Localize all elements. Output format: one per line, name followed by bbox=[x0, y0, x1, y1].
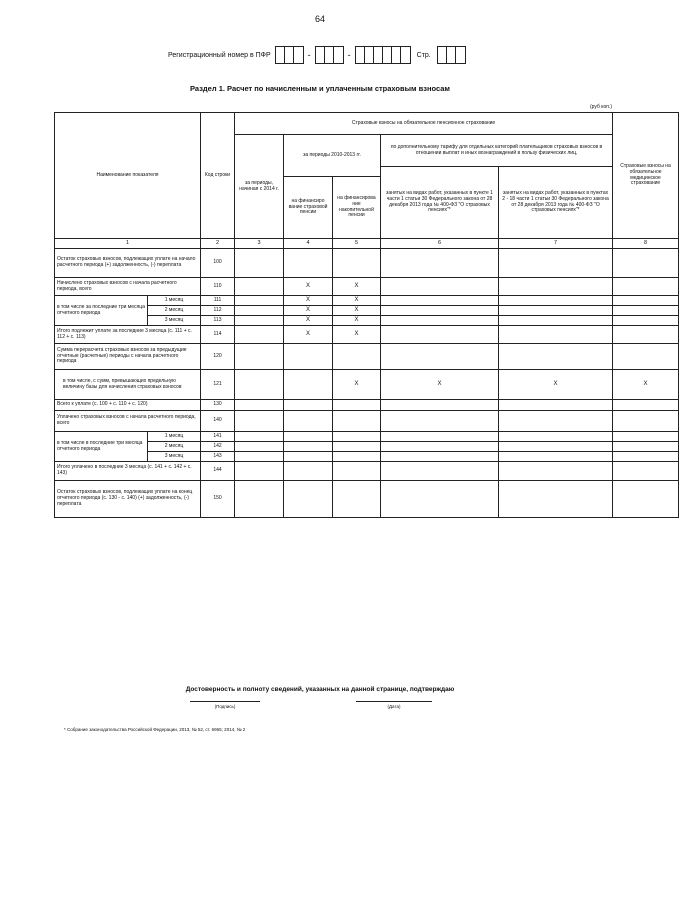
value-cell[interactable] bbox=[235, 326, 284, 344]
value-cell[interactable]: X bbox=[499, 370, 613, 400]
value-cell[interactable] bbox=[381, 249, 499, 278]
value-cell[interactable] bbox=[499, 249, 613, 278]
registration-label: Регистрационный номер в ПФР bbox=[168, 51, 271, 59]
row-label: Остаток страховых взносов, подлежащих уплате на конец отчетного периода (с. 130 - с. 140) (+) задолженность, (-) переплата bbox=[55, 481, 201, 518]
value-cell[interactable] bbox=[381, 411, 499, 432]
column-number: 2 bbox=[201, 239, 235, 249]
footnote: * Собрание законодательства Российской Федерации, 2013, № 52, ст. 6965; 2014, № 2 bbox=[64, 727, 246, 732]
value-cell[interactable] bbox=[613, 278, 679, 296]
signature-caption: (Подпись) bbox=[214, 704, 236, 709]
value-cell[interactable] bbox=[613, 432, 679, 442]
month-label: 1 месяц bbox=[148, 432, 201, 442]
column-number: 3 bbox=[235, 239, 284, 249]
table-row bbox=[55, 370, 679, 400]
page-label: Стр. bbox=[416, 51, 431, 59]
value-cell[interactable] bbox=[284, 370, 333, 400]
reg-number-part2[interactable] bbox=[315, 46, 344, 64]
registration-number-row bbox=[168, 46, 466, 64]
row-label: Итого уплачено в последние 3 месяца (с. 141 + с. 142 + с. 143) bbox=[55, 462, 201, 481]
row-code: 142 bbox=[201, 442, 235, 452]
table-row bbox=[55, 452, 679, 462]
row-label: в том числе, с сумм, превышающих предельную величину базы для начисления страховых взносов bbox=[55, 370, 201, 400]
table-row bbox=[55, 462, 679, 481]
row-code: 112 bbox=[201, 306, 235, 316]
row-code: 141 bbox=[201, 432, 235, 442]
row-code: 100 bbox=[201, 249, 235, 278]
indicator-header: Наименование показателя bbox=[55, 113, 201, 239]
value-cell[interactable] bbox=[235, 316, 284, 326]
periods-2010-2013-header: за периоды 2010-2013 гг. bbox=[284, 135, 381, 177]
value-cell[interactable] bbox=[381, 296, 499, 306]
value-cell[interactable] bbox=[499, 306, 613, 316]
value-cell[interactable] bbox=[613, 296, 679, 306]
row-code: 114 bbox=[201, 326, 235, 344]
value-cell[interactable] bbox=[381, 306, 499, 316]
row-label: Начислено страховых взносов с начала расчетного периода, всего bbox=[55, 278, 201, 296]
value-cell[interactable] bbox=[381, 481, 499, 518]
value-cell[interactable]: X bbox=[613, 370, 679, 400]
row-label: Остаток страховых взносов, подлежащих уплате на начало расчетного периода (+) задолженность, (-) переплата bbox=[55, 249, 201, 278]
value-cell[interactable] bbox=[333, 400, 381, 411]
value-cell[interactable] bbox=[284, 462, 333, 481]
row-code: 150 bbox=[201, 481, 235, 518]
value-cell[interactable] bbox=[333, 442, 381, 452]
reg-number-part1[interactable] bbox=[275, 46, 304, 64]
table-row bbox=[55, 278, 679, 296]
value-cell[interactable]: X bbox=[284, 326, 333, 344]
value-cell[interactable]: X bbox=[381, 370, 499, 400]
value-cell[interactable] bbox=[284, 344, 333, 370]
value-cell[interactable] bbox=[613, 452, 679, 462]
code-header: Код строки bbox=[201, 113, 235, 239]
column-number: 6 bbox=[381, 239, 499, 249]
row-label: Сумма перерасчета страховых взносов за предыдущие отчетные (расчетные) периоды с начала расчетного периода bbox=[55, 344, 201, 370]
value-cell[interactable] bbox=[381, 432, 499, 442]
table-row bbox=[55, 432, 679, 442]
value-cell[interactable] bbox=[381, 326, 499, 344]
value-cell[interactable] bbox=[284, 481, 333, 518]
value-cell[interactable] bbox=[499, 326, 613, 344]
contributions-table bbox=[54, 112, 679, 518]
value-cell[interactable] bbox=[613, 306, 679, 316]
column-number: 1 bbox=[55, 239, 201, 249]
value-cell[interactable] bbox=[235, 296, 284, 306]
value-cell[interactable] bbox=[499, 432, 613, 442]
value-cell[interactable] bbox=[284, 400, 333, 411]
date-caption: (Дата) bbox=[387, 704, 401, 709]
row-code: 110 bbox=[201, 278, 235, 296]
column-number: 4 bbox=[284, 239, 333, 249]
value-cell[interactable] bbox=[499, 462, 613, 481]
row-code: 143 bbox=[201, 452, 235, 462]
funded-part-header: на финансирова ние накопительной пенсии bbox=[333, 177, 381, 239]
value-cell[interactable] bbox=[381, 400, 499, 411]
table-row bbox=[55, 344, 679, 370]
value-cell[interactable] bbox=[381, 462, 499, 481]
row-code: 120 bbox=[201, 344, 235, 370]
value-cell[interactable] bbox=[333, 249, 381, 278]
value-cell[interactable] bbox=[235, 278, 284, 296]
table-row bbox=[55, 249, 679, 278]
value-cell[interactable] bbox=[333, 432, 381, 442]
page-number-cells[interactable] bbox=[437, 46, 466, 64]
value-cell[interactable] bbox=[613, 442, 679, 452]
value-cell[interactable] bbox=[235, 411, 284, 432]
value-cell[interactable] bbox=[235, 306, 284, 316]
value-cell[interactable] bbox=[235, 370, 284, 400]
pension-group-header: Страховые взносы на обязательное пенсионное страхование bbox=[235, 113, 613, 135]
group-label: в том числе за последние три месяца отчетного периода bbox=[55, 296, 148, 326]
value-cell[interactable] bbox=[499, 278, 613, 296]
signature-line[interactable] bbox=[190, 701, 260, 702]
value-cell[interactable]: X bbox=[284, 306, 333, 316]
group-label: в том числе в последние три месяца отчетного периода bbox=[55, 432, 148, 462]
table-row bbox=[55, 481, 679, 518]
value-cell[interactable] bbox=[333, 481, 381, 518]
column-number: 8 bbox=[613, 239, 679, 249]
section-title: Раздел 1. Расчет по начисленным и уплаченным страховым взносам bbox=[190, 84, 450, 93]
month-label: 1 месяц bbox=[148, 296, 201, 306]
value-cell[interactable] bbox=[284, 249, 333, 278]
month-label: 3 месяц bbox=[148, 316, 201, 326]
value-cell[interactable]: X bbox=[333, 370, 381, 400]
value-cell[interactable] bbox=[235, 481, 284, 518]
reg-dash: - bbox=[347, 50, 351, 60]
insurance-part-header: на финансиро вание страховой пенсии bbox=[284, 177, 333, 239]
value-cell[interactable] bbox=[235, 432, 284, 442]
value-cell[interactable] bbox=[381, 442, 499, 452]
table-row bbox=[55, 306, 679, 316]
value-cell[interactable]: X bbox=[284, 296, 333, 306]
value-cell[interactable]: X bbox=[333, 306, 381, 316]
value-cell[interactable] bbox=[499, 316, 613, 326]
value-cell[interactable] bbox=[613, 316, 679, 326]
value-cell[interactable]: X bbox=[284, 316, 333, 326]
row-code: 140 bbox=[201, 411, 235, 432]
value-cell[interactable]: X bbox=[333, 278, 381, 296]
value-cell[interactable] bbox=[613, 481, 679, 518]
value-cell[interactable] bbox=[613, 344, 679, 370]
value-cell[interactable] bbox=[235, 452, 284, 462]
table-row bbox=[55, 316, 679, 326]
table-row bbox=[55, 296, 679, 306]
value-cell[interactable] bbox=[235, 462, 284, 481]
value-cell[interactable] bbox=[499, 411, 613, 432]
row-label: Уплачено страховых взносов с начала расчетного периода, всего bbox=[55, 411, 201, 432]
value-cell[interactable] bbox=[333, 462, 381, 481]
value-cell[interactable] bbox=[499, 481, 613, 518]
value-cell[interactable] bbox=[499, 344, 613, 370]
item1-header: занятых на видах работ, указанных в пункте 1 части 1 статьи 30 Федерального закона от 28 декабря 2013 года № 400-ФЗ "О страховых пенсиях"* bbox=[381, 167, 499, 239]
value-cell[interactable]: X bbox=[284, 278, 333, 296]
row-label: Всего к уплате (с. 100 + с. 110 + с. 120) bbox=[55, 400, 201, 411]
value-cell[interactable] bbox=[613, 411, 679, 432]
reg-number-part3[interactable] bbox=[355, 46, 411, 64]
additional-tariff-header: по дополнительному тарифу для отдельных категорий плательщиков страховых взносов в отношении выплат и иных вознаграждений в пользу физических лиц, bbox=[381, 135, 613, 167]
units-label: (руб коп.) bbox=[590, 104, 612, 110]
row-code: 144 bbox=[201, 462, 235, 481]
row-code: 130 bbox=[201, 400, 235, 411]
value-cell[interactable] bbox=[613, 462, 679, 481]
row-code: 111 bbox=[201, 296, 235, 306]
table-row bbox=[55, 400, 679, 411]
value-cell[interactable] bbox=[381, 316, 499, 326]
value-cell[interactable] bbox=[381, 452, 499, 462]
value-cell[interactable] bbox=[235, 442, 284, 452]
value-cell[interactable] bbox=[613, 249, 679, 278]
value-cell[interactable]: X bbox=[333, 316, 381, 326]
medical-header: Страховые взносы на обязательное медицинское страхование bbox=[613, 113, 679, 239]
value-cell[interactable] bbox=[499, 296, 613, 306]
value-cell[interactable]: X bbox=[333, 296, 381, 306]
month-label: 2 месяц bbox=[148, 442, 201, 452]
value-cell[interactable] bbox=[499, 400, 613, 411]
value-cell[interactable] bbox=[284, 411, 333, 432]
value-cell[interactable] bbox=[381, 278, 499, 296]
table-row bbox=[55, 411, 679, 432]
table-row bbox=[55, 326, 679, 344]
column-number: 7 bbox=[499, 239, 613, 249]
value-cell[interactable] bbox=[613, 326, 679, 344]
value-cell[interactable] bbox=[235, 249, 284, 278]
value-cell[interactable] bbox=[235, 344, 284, 370]
value-cell[interactable] bbox=[284, 432, 333, 442]
value-cell[interactable] bbox=[284, 452, 333, 462]
table-row bbox=[55, 442, 679, 452]
date-line[interactable] bbox=[356, 701, 432, 702]
month-label: 2 месяц bbox=[148, 306, 201, 316]
value-cell[interactable] bbox=[235, 400, 284, 411]
value-cell[interactable] bbox=[284, 442, 333, 452]
month-label: 3 месяц bbox=[148, 452, 201, 462]
item2-18-header: занятых на видах работ, указанных в пунктах 2 - 18 части 1 статьи 30 Федерального закона от 28 декабря 2013 года № 400-ФЗ "О страховых пенсиях"* bbox=[499, 167, 613, 239]
value-cell[interactable]: X bbox=[333, 326, 381, 344]
page-number: 64 bbox=[314, 14, 325, 24]
confirmation-text: Достоверность и полноту сведений, указанных на данной странице, подтверждаю bbox=[185, 686, 455, 693]
column-number: 5 bbox=[333, 239, 381, 249]
from-2014-header: за периоды, начиная с 2014 г. bbox=[235, 135, 284, 239]
value-cell[interactable] bbox=[613, 400, 679, 411]
value-cell[interactable] bbox=[333, 452, 381, 462]
value-cell[interactable] bbox=[333, 344, 381, 370]
value-cell[interactable] bbox=[499, 442, 613, 452]
value-cell[interactable] bbox=[381, 344, 499, 370]
value-cell[interactable] bbox=[499, 452, 613, 462]
row-code: 113 bbox=[201, 316, 235, 326]
reg-dash: - bbox=[307, 50, 311, 60]
row-code: 121 bbox=[201, 370, 235, 400]
value-cell[interactable] bbox=[333, 411, 381, 432]
row-label: Итого подлежит уплате за последние 3 месяца (с. 111 + с. 112 + с. 113) bbox=[55, 326, 201, 344]
